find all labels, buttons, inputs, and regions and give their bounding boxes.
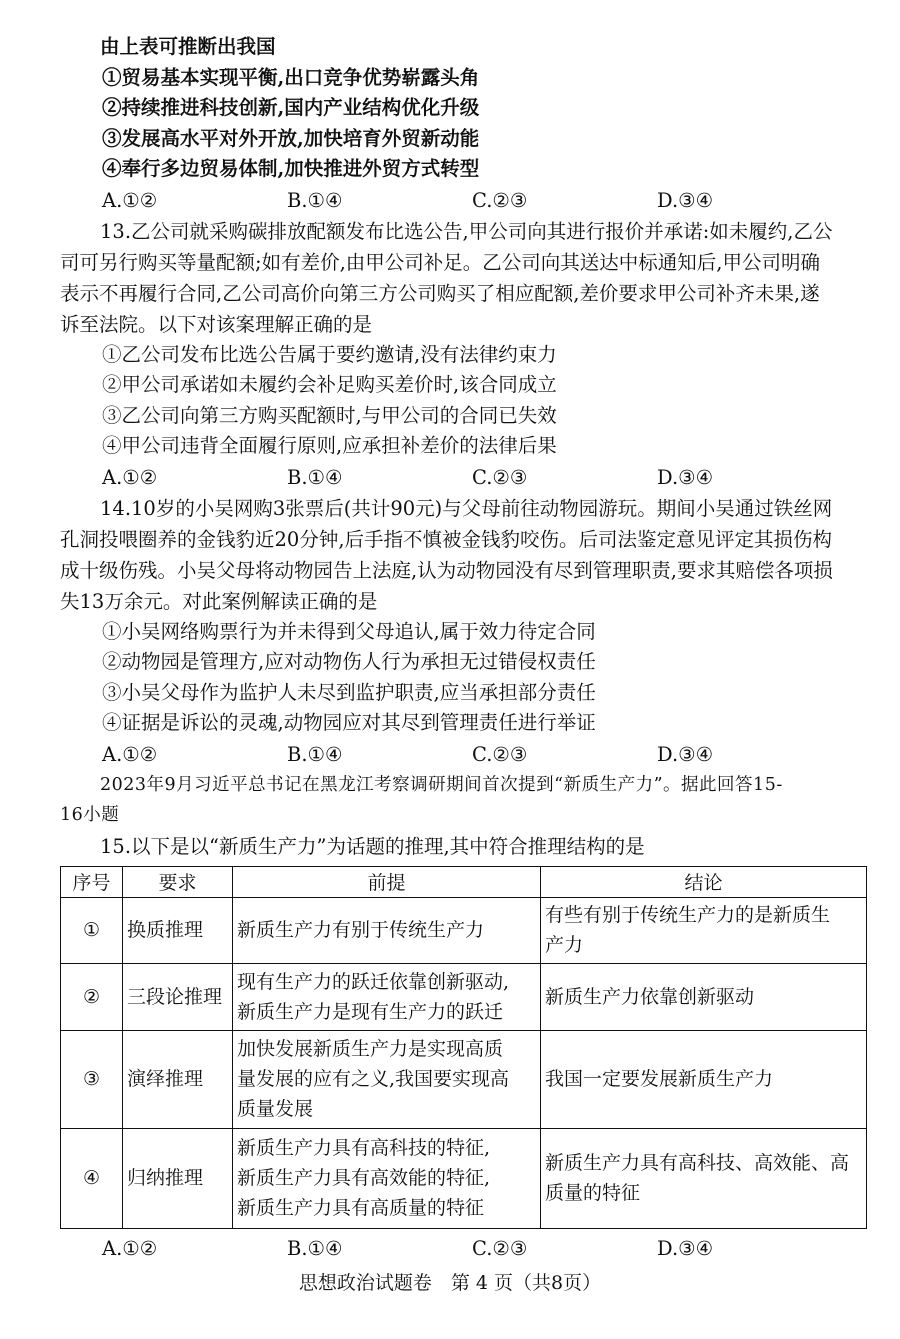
q13-choice-c: C.②③ bbox=[472, 465, 528, 489]
q13-choice-a: A.①② bbox=[102, 465, 158, 489]
q14-choices bbox=[60, 739, 868, 770]
q13-option-4: ④甲公司违背全面履行原则,应承担补差价的法律后果 bbox=[102, 434, 557, 457]
q12-choice-a: A.①② bbox=[102, 188, 158, 212]
table-row bbox=[61, 963, 867, 1030]
row-type: 三段论推理 bbox=[123, 963, 233, 1030]
row-type: 归纳推理 bbox=[123, 1128, 233, 1228]
q15-choices bbox=[60, 1233, 868, 1264]
conclusion-line: 新质生产力具有高科技、高效能、高 bbox=[545, 1152, 850, 1174]
q12-choice-d: D.③④ bbox=[657, 188, 714, 212]
row-conclusion bbox=[541, 897, 867, 963]
q14-stem-line-4: 失13万余元。对此案例解读正确的是 bbox=[60, 589, 378, 613]
row-number: ② bbox=[61, 963, 123, 1030]
conclusion-line: 有些有别于传统生产力的是新质生 bbox=[545, 904, 831, 926]
q14-choice-d: D.③④ bbox=[657, 742, 714, 766]
q13-option-3: ③乙公司向第三方购买配额时,与甲公司的合同已失效 bbox=[102, 403, 557, 427]
q15-choice-b: B.①④ bbox=[287, 1236, 343, 1260]
premise-line: 新质生产力具有高效能的特征, bbox=[237, 1167, 491, 1189]
q12-option-3: ③发展高水平对外开放,加快培育外贸新动能 bbox=[102, 126, 480, 150]
q14-option-3: ③小吴父母作为监护人未尽到监护职责,应当承担部分责任 bbox=[102, 680, 596, 704]
premise-line: 质量发展 bbox=[237, 1098, 314, 1120]
row-premise bbox=[233, 1128, 541, 1228]
q12-choices bbox=[60, 185, 868, 216]
q13-choice-d: D.③④ bbox=[657, 465, 714, 489]
row-premise bbox=[233, 1030, 541, 1128]
row-premise bbox=[233, 963, 541, 1030]
q13-choices bbox=[60, 462, 868, 493]
conclusion-line: 新质生产力依靠创新驱动 bbox=[545, 985, 755, 1008]
q14-choice-c: C.②③ bbox=[472, 742, 528, 766]
conclusion-line: 质量的特征 bbox=[545, 1182, 641, 1204]
conclusion-line: 产力 bbox=[545, 934, 584, 956]
q15-stem: 15.以下是以“新质生产力”为话题的推理,其中符合推理结构的是 bbox=[100, 834, 645, 858]
row-conclusion bbox=[541, 1128, 867, 1228]
q12-intro: 由上表可推断出我国 bbox=[100, 35, 276, 58]
q13-choice-b: B.①④ bbox=[287, 465, 343, 489]
q13-stem-line-3: 表示不再履行合同,乙公司高价向第三方公司购买了相应配额,差价要求甲公司补齐未果,遂 bbox=[60, 281, 820, 305]
premise-line: 量发展的应有之义,我国要实现高 bbox=[237, 1068, 510, 1090]
q12-option-2: ②持续推进科技创新,国内产业结构优化升级 bbox=[102, 96, 480, 119]
table-row bbox=[61, 897, 867, 963]
premise-line: 新质生产力有别于传统生产力 bbox=[237, 919, 485, 941]
table-row bbox=[61, 1128, 867, 1228]
q13-option-1: ①乙公司发布比选公告属于要约邀请,没有法律约束力 bbox=[102, 342, 557, 366]
row-conclusion bbox=[541, 963, 867, 1030]
header-conclusion: 结论 bbox=[541, 866, 867, 897]
row-type: 换质推理 bbox=[123, 897, 233, 963]
q15-choice-a: A.①② bbox=[102, 1236, 158, 1260]
conclusion-line: 我国一定要发展新质生产力 bbox=[545, 1068, 774, 1090]
q13-stem-line-2: 司可另行购买等量配额;如有差价,由甲公司补足。乙公司向其送达中标通知后,甲公司明确 bbox=[60, 250, 820, 274]
row-number: ③ bbox=[61, 1030, 123, 1128]
q14-option-1: ①小吴网络购票行为并未得到父母追认,属于效力待定合同 bbox=[102, 619, 596, 643]
row-number: ④ bbox=[61, 1128, 123, 1228]
exam-page bbox=[60, 32, 868, 1264]
premise-line: 新质生产力是现有生产力的跃迁 bbox=[237, 1000, 504, 1023]
premise-line: 新质生产力具有高质量的特征 bbox=[237, 1197, 485, 1219]
premise-line: 现有生产力的跃迁依靠创新驱动, bbox=[237, 970, 510, 993]
material-line-1: 2023年9月习近平总书记在黑龙江考察调研期间首次提到“新质生产力”。据此回答15- bbox=[100, 774, 783, 795]
q14-stem-line-2: 孔洞投喂圈养的金钱豹近20分钟,后手指不慎被金钱豹咬伤。后司法鉴定意见评定其损伤构 bbox=[60, 527, 833, 551]
page-footer: 思想政治试题卷 第 4 页（共8页） bbox=[298, 1272, 602, 1294]
material-line-2: 16小题 bbox=[60, 805, 120, 825]
q14-stem-line-3: 成十级伤残。小吴父母将动物园告上法庭,认为动物园没有尽到管理职责,要求其赔偿各项损 bbox=[60, 558, 833, 582]
row-type: 演绎推理 bbox=[123, 1030, 233, 1128]
row-number: ① bbox=[61, 897, 123, 963]
q14-option-4: ④证据是诉讼的灵魂,动物园应对其尽到管理责任进行举证 bbox=[102, 711, 596, 734]
q15-choice-c: C.②③ bbox=[472, 1236, 528, 1260]
q14-option-2: ②动物园是管理方,应对动物伤人行为承担无过错侵权责任 bbox=[102, 650, 596, 673]
premise-line: 加快发展新质生产力是实现高质 bbox=[237, 1038, 504, 1060]
row-premise bbox=[233, 897, 541, 963]
header-requirement: 要求 bbox=[123, 866, 233, 897]
q12-option-1: ①贸易基本实现平衡,出口竞争优势崭露头角 bbox=[102, 65, 480, 89]
q13-stem-line-1: 13.乙公司就采购碳排放配额发布比选公告,甲公司向其进行报价并承诺:如未履约,乙公 bbox=[100, 219, 833, 243]
premise-line: 新质生产力具有高科技的特征, bbox=[237, 1137, 491, 1159]
table-row bbox=[61, 1030, 867, 1128]
q14-choice-a: A.①② bbox=[102, 742, 158, 766]
q13-option-2: ②甲公司承诺如未履约会补足购买差价时,该合同成立 bbox=[102, 373, 557, 396]
header-premise: 前提 bbox=[233, 866, 541, 897]
q12-option-4: ④奉行多边贸易体制,加快推进外贸方式转型 bbox=[102, 157, 480, 180]
header-number: 序号 bbox=[61, 866, 123, 897]
q15-choice-d: D.③④ bbox=[657, 1236, 714, 1260]
q13-stem-line-4: 诉至法院。以下对该案理解正确的是 bbox=[60, 312, 373, 336]
q12-choice-b: B.①④ bbox=[287, 188, 343, 212]
q12-choice-c: C.②③ bbox=[472, 188, 528, 212]
table-header-row bbox=[61, 866, 867, 897]
reasoning-table bbox=[60, 866, 867, 1229]
q14-stem-line-1: 14.10岁的小吴网购3张票后(共计90元)与父母前往动物园游玩。期间小吴通过铁丝网 bbox=[100, 496, 833, 520]
row-conclusion bbox=[541, 1030, 867, 1128]
q14-choice-b: B.①④ bbox=[287, 742, 343, 766]
